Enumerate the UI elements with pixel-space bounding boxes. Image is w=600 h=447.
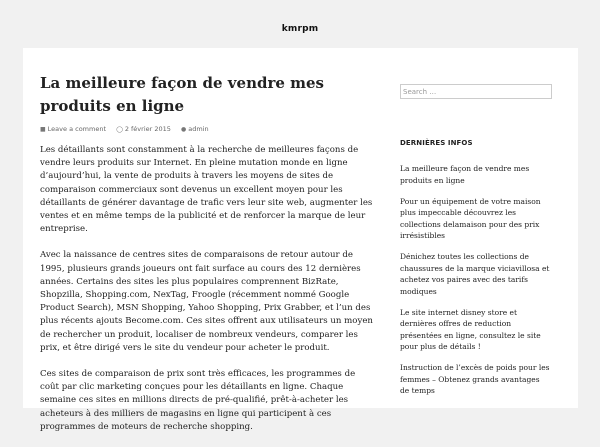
post-title[interactable]: La meilleure façon de vendre mes produits en ligne <box>40 74 324 115</box>
date-meta <box>116 125 173 133</box>
recent-post-link[interactable]: La meilleure façon de vendre mes produits en ligne <box>400 164 530 185</box>
site-title[interactable]: kmrpm <box>281 24 319 34</box>
post-meta <box>40 125 370 133</box>
recent-post-link[interactable]: Dénichez toutes les collections de chaussures de la marque viciavillosa et achetez vos paires avec des tarifs modiques <box>400 252 550 296</box>
user-icon: ● <box>180 126 187 133</box>
content-area <box>23 48 578 432</box>
recent-posts-title: DERNIÈRES INFOS <box>400 139 473 147</box>
clock-icon: ◯ <box>116 126 123 133</box>
recent-post-link[interactable]: Pour un équipement de votre maison plus impeccable découvrez les collections delamaison pour des prix irrésistibles <box>400 196 541 240</box>
post-date-link[interactable]: 2 février 2015 <box>124 125 171 133</box>
author-link[interactable]: admin <box>188 125 209 133</box>
site-header <box>0 0 600 48</box>
recent-post-link[interactable]: Le site internet disney store et dernières offres de reduction présentées en ligne, consultez le site pour plus de détails ! <box>400 307 541 351</box>
comments-meta <box>40 125 108 133</box>
recent-post-link[interactable]: Instruction de l’excès de poids pour les femmes – Obtenez grands avantages de temps <box>400 363 550 395</box>
leave-comment-link[interactable]: Leave a comment <box>47 125 107 133</box>
recent-posts-list <box>400 163 550 397</box>
search-input[interactable] <box>400 84 552 99</box>
author-meta <box>181 125 209 133</box>
comment-icon: ■ <box>40 126 46 133</box>
paragraph: Les détaillants sont constamment à la recherche de meilleures façons de vendre leurs produits sur Internet. En pleine mutation monde en ligne d’aujourd’hui, la vente de produits à travers les moyens de sites de comparaison commerciaux sont devenus un excellent moyen pour les détaillants de générer davantage de trafic vers leur site web, augmenter les ventes et en même temps de la publicité et de renforcer la marque de leur entreprise. <box>40 145 373 235</box>
sidebar <box>400 84 550 406</box>
entry-content <box>40 144 375 447</box>
paragraph: Avec la naissance de centres sites de comparaisons de retour autour de 1995, plusieurs grands joueurs ont fait surface au cours des 12 dernières années. Certains des sites les plus populaires comprennent BizRate, Shopzilla, Shopping.com, NexTag, Froogle (récemment nommé Google Product Search), MSN Shopping, Yahoo Shopping, Prix Grabber, et l’un des plus récents ajouts Become.com. Ces sites offrent aux utilisateurs un moyen de rechercher un produit, localiser de nombreux vendeurs, comparer les prix, et être dirigé vers le site du vendeur pour acheter le produit. <box>40 250 373 353</box>
paragraph: Ces sites de comparaison de prix sont très efficaces, les programmes de coût par clic marketing conçues pour les détaillants en ligne. Chaque semaine ces sites en millions directs de pré-qualifié, prêt-à-acheter les acheteurs à des milliers de magasins en ligne qui participent à ces programmes de moteurs de recherche shopping. <box>40 369 356 432</box>
